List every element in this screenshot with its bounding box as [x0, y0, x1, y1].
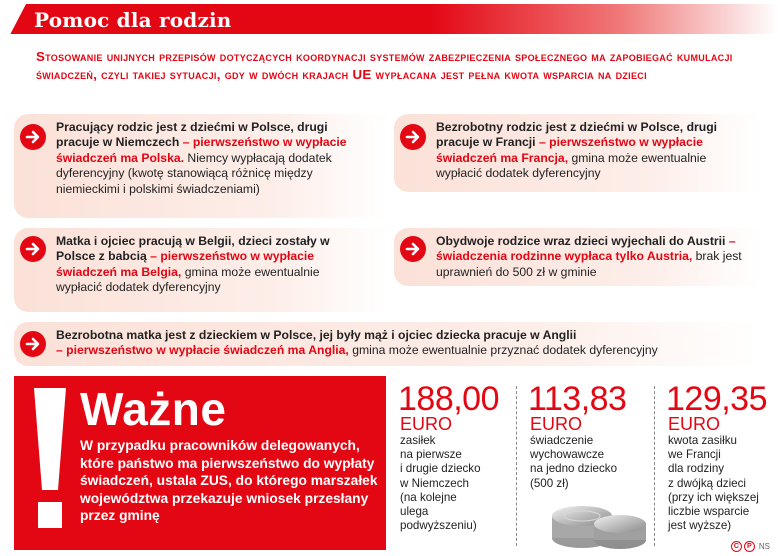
stat-desc-line: w Niemczech	[400, 476, 469, 490]
stat-desc-line: ulega	[400, 505, 429, 519]
stat-currency-3: EURO	[668, 414, 721, 434]
stat-desc-line: na pierwsze	[400, 448, 462, 462]
stat-desc-line: z dwójką dzieci	[668, 476, 746, 490]
case-priority: – pierwszeństwo w wypłacie świadczeń ma Francja,	[436, 135, 703, 165]
case-head: Matka i ojciec pracują w Belgii, dzieci zostały w Polsce z babcią	[56, 234, 330, 264]
arrow-right-icon	[400, 124, 426, 150]
stat-desc-line: na jedno dziecko	[530, 462, 618, 476]
stat-amount-2: 113,83	[528, 380, 627, 418]
case-text-5	[56, 328, 756, 359]
divider	[516, 386, 517, 546]
stat-desc-line: zasiłek	[400, 434, 436, 447]
stat-desc-2	[530, 434, 645, 491]
case-rest: gmina może ewentualnie przyznać dodatek dyferencyjny	[348, 343, 658, 358]
case-head: Bezrobotna matka jest z dzieckiem w Polsce, jej były mąż i ojciec dziecka pracuje w Anglii	[56, 328, 577, 342]
case-head: Pracujący rodzic jest z dziećmi w Polsce, drugi pracuje w Niemczech	[56, 120, 328, 150]
case-head: Bezrobotny rodzic jest z dziećmi w Polsce, drugi pracuje w Francji	[436, 120, 718, 150]
case-text-4	[436, 234, 756, 280]
case-rest: gmina może ewentualnie wypłacić dodatek dyferencyjny	[436, 150, 707, 181]
divider	[654, 386, 655, 546]
case-priority: – świadczenia rodzinne wypłaca tylko Austria,	[436, 234, 736, 264]
case-rest: gmina może ewentualnie wypłacić dodatek dyferencyjny	[56, 264, 320, 295]
case-priority: – pierwszeństwo w wypłacie świadczeń ma Polska.	[56, 135, 347, 165]
stat-desc-line: świadczenie	[530, 434, 594, 447]
important-body: W przypadku pracowników delegowanych, które państwo ma pierwszeństwo do wypłaty świadczeń, ustala ZUS, do którego marszałek województwa przekazuje wniosek przesłany przez gminę	[80, 438, 378, 524]
case-head: Obydwoje rodzice wraz dzieci wyjechali do Austrii	[436, 234, 726, 248]
important-title: Ważne	[80, 383, 227, 435]
exclamation-icon	[30, 386, 70, 536]
footer-credit	[731, 541, 770, 552]
case-text-1	[56, 120, 356, 197]
arrow-right-icon	[400, 236, 426, 262]
stat-desc-line: i drugie dziecko	[400, 462, 481, 476]
case-text-2	[436, 120, 741, 182]
copyright-icon: C	[731, 541, 742, 552]
page-title: Pomoc dla rodzin	[34, 8, 232, 32]
coins-icon	[540, 486, 652, 552]
stat-desc-line: wychowawcze	[530, 448, 605, 462]
case-rest: brak jest uprawnień do 500 zł w gminie	[436, 249, 742, 279]
stat-amount-3: 129,35	[666, 380, 767, 418]
stat-desc-line: podwyższeniu)	[400, 519, 477, 533]
author-initials: NS	[758, 542, 770, 551]
arrow-right-icon	[20, 236, 46, 262]
stat-desc-line: (500 zł)	[530, 476, 569, 490]
case-priority: – pierwszeństwo w wypłacie świadczeń ma Belgia,	[56, 249, 315, 279]
arrow-right-icon	[20, 124, 46, 150]
stat-amount-1: 188,00	[398, 380, 499, 418]
stat-desc-line: we Francji	[668, 448, 721, 462]
stat-desc-1	[400, 434, 512, 533]
intro-text: Stosowanie unijnych przepisów dotyczących koordynacji systemów zabezpieczenia społecznego ma zapobiegać kumulacji świadczeń, czyli takiej sytuacji, gdy w dwóch krajach UE wypłacana jest pełna kwota wsparcia na dzieci	[36, 49, 733, 82]
title-bar	[0, 0, 778, 38]
stat-desc-line: kwota zasiłku	[668, 434, 737, 447]
case-text-3	[56, 234, 356, 296]
stat-desc-line: dla rodziny	[668, 462, 725, 476]
stat-desc-line: liczbie wsparcie	[668, 505, 750, 519]
stat-desc-line: jest wyższe)	[668, 519, 732, 533]
stat-desc-line: (na kolejne	[400, 490, 457, 504]
stat-desc-line: (przy ich większej	[668, 490, 759, 504]
publisher-icon: P	[744, 541, 755, 552]
arrow-right-icon	[20, 331, 46, 357]
case-priority: – pierwszeństwo w wypłacie świadczeń ma Anglia,	[56, 343, 349, 358]
case-rest: Niemcy wypłacają dodatek dyferencyjny (kwotę stanowiącą różnicę między niemieckimi i polskimi świadczeniami)	[56, 150, 332, 196]
stat-currency-2: EURO	[530, 414, 583, 434]
stat-currency-1: EURO	[400, 414, 453, 434]
stat-desc-3	[668, 434, 772, 533]
